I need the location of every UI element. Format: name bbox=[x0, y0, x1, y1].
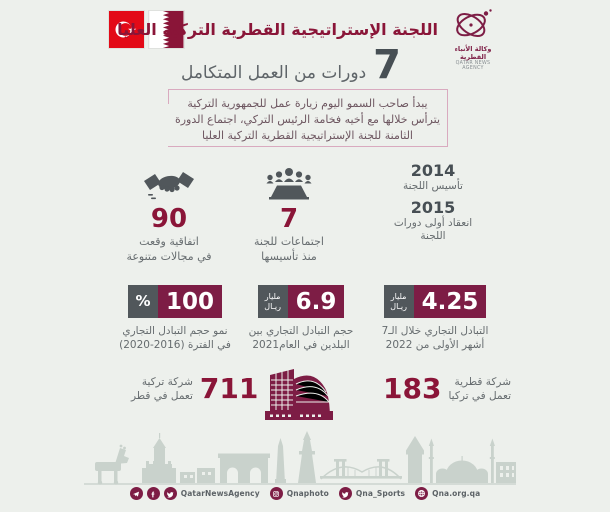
social-photo[interactable] bbox=[270, 487, 329, 500]
meeting-icon bbox=[261, 166, 317, 202]
qna-name-arabic: وكالة الأنباء القطرية bbox=[454, 45, 492, 61]
growth-statbox bbox=[114, 285, 236, 352]
instagram-icon[interactable] bbox=[270, 487, 283, 500]
trade-2021-caption-1: حجم التبادل التجاري بين bbox=[248, 325, 354, 337]
timeline-stat bbox=[382, 162, 484, 244]
social-handle-main[interactable]: QatarNewsAgency bbox=[180, 489, 260, 498]
timeline-year-2015: 2015 bbox=[410, 197, 456, 217]
intro-line-2: يترأس خلالها مع أخيه فخامة الرئيس التركي، اجتماع الدورة bbox=[174, 113, 440, 126]
rounds-text: دورات من العمل المتكامل bbox=[180, 63, 367, 83]
trade-2021-statbox bbox=[246, 285, 356, 352]
facebook-icon[interactable] bbox=[147, 487, 160, 500]
meetings-label-1: اجتماعات للجنة bbox=[254, 235, 324, 248]
qna-name-english: QATAR NEWS AGENCY bbox=[455, 61, 491, 71]
social-main[interactable] bbox=[130, 487, 260, 500]
city-skyline bbox=[84, 426, 516, 492]
page-title: اللجنة الإستراتيجية القطرية التركية العليا bbox=[117, 20, 438, 39]
building-icon bbox=[262, 364, 336, 420]
social-handle-photo[interactable]: Qnaphoto bbox=[286, 489, 329, 498]
turkish-companies-label-1: شركة تركية bbox=[141, 376, 193, 388]
growth-caption-2: في الفترة (2016-2020) bbox=[119, 339, 231, 351]
turkish-companies-stat bbox=[131, 374, 258, 404]
twitter-icon[interactable] bbox=[339, 487, 352, 500]
meetings-label-2: منذ تأسيسها bbox=[261, 249, 317, 263]
meetings-value: 7 bbox=[279, 204, 299, 234]
agreements-label-1: اتفاقية وقعت bbox=[139, 235, 199, 248]
trade-2021-value: 6.9 bbox=[288, 285, 345, 318]
trade-2021-unit-1: مليار bbox=[264, 292, 281, 301]
footer-social-bar bbox=[0, 487, 610, 500]
intro-line-1: يبدأ صاحب السمو اليوم زيارة عمل للجمهورية التركية bbox=[187, 97, 428, 110]
qatari-companies-label-2: تعمل في تركيا bbox=[448, 390, 511, 402]
trade-2022-value: 4.25 bbox=[414, 285, 487, 318]
timeline-label-2014: تأسيس اللجنة bbox=[403, 180, 463, 192]
istanbul-skyline-icon bbox=[84, 426, 516, 488]
intro-text-block bbox=[168, 89, 448, 147]
timeline-label-2015-2: اللجنة bbox=[420, 230, 446, 242]
intro-line-3: الثامنة للجنة الإستراتيجية القطرية التركية العليا bbox=[202, 129, 413, 142]
building-illustration bbox=[262, 364, 336, 424]
trade-2022-statbox bbox=[376, 285, 494, 352]
agreements-stat bbox=[116, 164, 222, 264]
trade-2022-unit-1: مليار bbox=[390, 292, 407, 301]
agreements-label-2: في مجالات متنوعة bbox=[126, 249, 212, 263]
telegram-icon[interactable] bbox=[130, 487, 143, 500]
agreements-value: 90 bbox=[150, 204, 188, 234]
qatari-companies-stat bbox=[383, 374, 511, 404]
twitter-icon[interactable] bbox=[164, 487, 177, 500]
growth-value: 100 bbox=[158, 285, 222, 318]
qatari-companies-label-1: شركة قطرية bbox=[454, 376, 511, 388]
social-sports[interactable] bbox=[339, 487, 405, 500]
rounds-number: 7 bbox=[373, 42, 401, 88]
meetings-stat bbox=[243, 164, 335, 264]
timeline-label-2015-1: انعقاد أولى دورات bbox=[393, 216, 473, 229]
social-handle-sports[interactable]: Qna_Sports bbox=[355, 489, 406, 498]
trade-2021-unit-2: ريـال bbox=[264, 301, 281, 311]
turkish-companies-value: 711 bbox=[199, 372, 259, 405]
trade-2022-caption-2: أشهر الأولى من 2022 bbox=[385, 339, 485, 351]
rounds-subtitle bbox=[180, 42, 401, 88]
qna-logo bbox=[444, 8, 502, 71]
globe-icon[interactable] bbox=[415, 487, 428, 500]
social-website[interactable] bbox=[415, 487, 480, 500]
turkish-companies-label-2: تعمل في قطر bbox=[131, 390, 193, 402]
qatari-companies-value: 183 bbox=[383, 372, 442, 405]
growth-caption-1: نمو حجم التبادل التجاري bbox=[122, 325, 228, 337]
growth-unit: % bbox=[128, 285, 158, 318]
trade-2022-unit-2: ريـال bbox=[390, 301, 407, 311]
trade-2022-caption-1: التبادل التجاري خلال الـ7 bbox=[381, 325, 489, 337]
timeline-year-2014: 2014 bbox=[410, 161, 456, 180]
handshake-icon bbox=[144, 168, 194, 202]
website-url[interactable]: Qna.org.qa bbox=[432, 489, 481, 498]
qna-logo-icon bbox=[445, 8, 501, 40]
trade-2021-caption-2: البلدين في العام2021 bbox=[252, 339, 350, 351]
